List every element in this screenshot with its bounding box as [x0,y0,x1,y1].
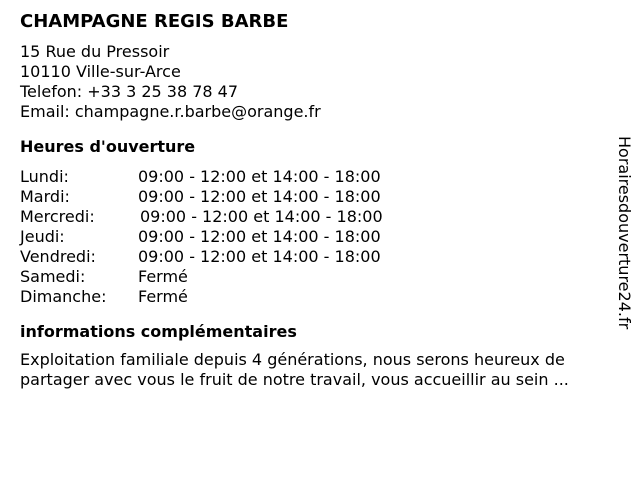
street-address: 15 Rue du Pressoir [20,42,170,61]
day-label: Vendredi: [20,247,96,266]
postal-city: 10110 Ville-sur-Arce [20,62,181,81]
day-hours: 09:00 - 12:00 et 14:00 - 18:00 [138,187,381,206]
hours-row-lundi [20,167,620,187]
day-hours: 09:00 - 12:00 et 14:00 - 18:00 [138,167,381,186]
day-label: Dimanche: [20,287,107,306]
day-hours: 09:00 - 12:00 et 14:00 - 18:00 [138,227,381,246]
email-address: Email: champagne.r.barbe@orange.fr [20,102,321,121]
day-label: Lundi: [20,167,69,186]
hours-row-jeudi [20,227,620,247]
day-label: Samedi: [20,267,86,286]
hours-row-vendredi [20,247,620,267]
day-label: Mardi: [20,187,70,206]
day-hours: Fermé [138,287,188,306]
hours-row-samedi [20,267,620,287]
hours-row-dimanche [20,287,620,307]
day-hours: 09:00 - 12:00 et 14:00 - 18:00 [140,207,383,226]
info-line: partager avec vous le fruit de notre travail, vous accueillir au sein ... [20,370,569,389]
address-block [20,42,620,122]
day-label: Jeudi: [20,227,65,246]
phone-number: Telefon: +33 3 25 38 78 47 [20,82,239,101]
day-label: Mercredi: [20,207,95,226]
opening-hours-heading: Heures d'ouverture [20,137,196,156]
business-name: CHAMPAGNE REGIS BARBE [20,11,289,32]
day-hours: Fermé [138,267,188,286]
business-card [20,11,620,390]
additional-info-heading: informations complémentaires [20,322,297,341]
hours-row-mercredi [20,207,620,227]
info-line: Exploitation familiale depuis 4 générations, nous serons heureux de [20,350,565,369]
opening-hours-table [20,167,620,307]
additional-info-text [20,350,620,390]
site-watermark: Horairesdouverture24.fr [615,136,634,330]
day-hours: 09:00 - 12:00 et 14:00 - 18:00 [138,247,381,266]
hours-row-mardi [20,187,620,207]
